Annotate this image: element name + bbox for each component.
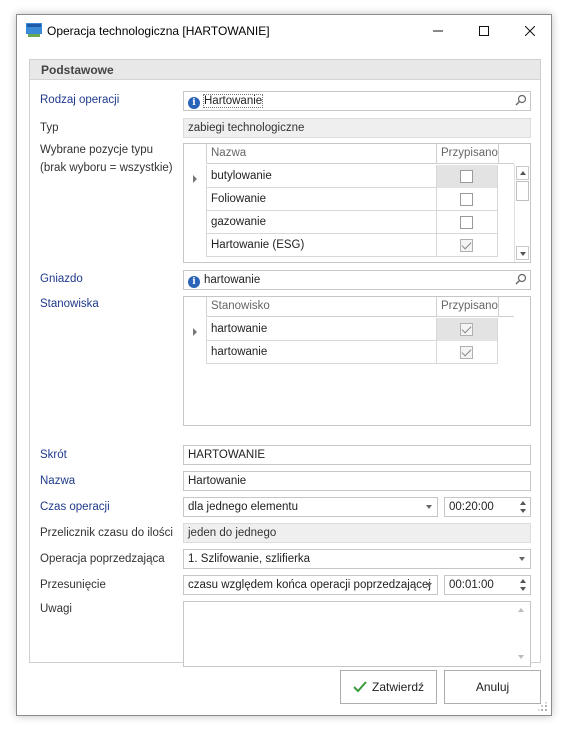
maximize-button[interactable]	[461, 15, 507, 47]
row-name: butylowanie	[206, 165, 436, 188]
przesuniecie-time[interactable]	[444, 575, 531, 595]
czas-operacji-mode: dla jednego elementu	[188, 501, 298, 513]
assigned-cell[interactable]	[436, 211, 498, 234]
rodzaj-operacji-value: Hartowanie	[204, 95, 263, 107]
uwagi-scrollbar[interactable]	[514, 602, 530, 666]
current-row-indicator	[193, 328, 197, 336]
scroll-up-button[interactable]	[515, 604, 528, 618]
row-name: Hartowanie (ESG)	[206, 234, 436, 257]
confirm-button[interactable]	[340, 670, 437, 704]
stations-grid-header	[206, 297, 514, 317]
przesuniecie-select[interactable]	[183, 575, 438, 595]
arrow-up-icon	[520, 171, 526, 175]
current-row-indicator	[193, 175, 197, 183]
app-window-icon	[26, 23, 42, 37]
chevron-down-icon	[426, 583, 432, 587]
section-header: Podstawowe	[30, 60, 540, 80]
chevron-down-icon	[426, 505, 432, 509]
table-row[interactable]	[206, 234, 498, 257]
assigned-checkbox[interactable]	[460, 239, 473, 252]
stations-grid[interactable]	[183, 296, 531, 426]
scroll-thumb[interactable]	[516, 181, 529, 201]
confirm-label: Zatwierdź	[371, 680, 424, 694]
assigned-checkbox[interactable]	[460, 216, 473, 229]
uwagi-textarea[interactable]	[183, 601, 531, 667]
label-wybrane-line2: (brak wyboru = wszystkie)	[40, 162, 173, 174]
basic-panel	[29, 59, 541, 663]
gniazdo-field[interactable]	[183, 270, 531, 290]
arrow-up-icon	[518, 608, 524, 612]
col-nazwa[interactable]: Nazwa	[206, 144, 436, 164]
label-wybrane-line1: Wybrane pozycje typu	[40, 144, 154, 156]
label-typ: Typ	[40, 122, 59, 134]
maximize-icon	[479, 26, 489, 36]
cancel-button[interactable]	[444, 670, 541, 704]
czas-operacji-time-value: 00:20:00	[449, 501, 494, 513]
scroll-down-button[interactable]	[515, 650, 528, 664]
assigned-checkbox[interactable]	[460, 323, 473, 336]
label-operacja-poprzedzajaca: Operacja poprzedzająca	[40, 553, 165, 565]
label-przesuniecie: Przesunięcie	[40, 579, 106, 591]
assigned-cell[interactable]	[436, 188, 498, 211]
chevron-down-icon	[519, 557, 525, 561]
title-bar	[17, 15, 551, 47]
czas-operacji-select[interactable]	[183, 497, 438, 517]
operacja-poprzedzajaca-select[interactable]	[183, 549, 531, 569]
row-name: hartowanie	[206, 341, 436, 364]
minimize-icon	[433, 26, 443, 36]
col-przypisano[interactable]: Przypisano	[436, 297, 498, 317]
positions-scrollbar[interactable]	[514, 164, 530, 262]
col-przypisano[interactable]: Przypisano	[436, 144, 498, 164]
search-icon[interactable]	[515, 273, 527, 285]
assigned-checkbox[interactable]	[460, 170, 473, 183]
label-uwagi: Uwagi	[40, 603, 72, 615]
resize-grip-icon[interactable]	[538, 702, 548, 712]
table-row[interactable]	[206, 318, 498, 341]
positions-grid[interactable]	[183, 143, 531, 263]
assigned-checkbox[interactable]	[460, 193, 473, 206]
dialog-window	[16, 14, 552, 716]
row-name: hartowanie	[206, 318, 436, 341]
label-rodzaj-operacji: Rodzaj operacji	[40, 94, 120, 106]
table-row[interactable]	[206, 188, 498, 211]
assigned-cell[interactable]	[436, 165, 498, 188]
scroll-down-button[interactable]	[516, 246, 529, 260]
arrow-down-icon	[520, 252, 526, 256]
window-title: Operacja technologiczna [HARTOWANIE]	[47, 24, 270, 38]
checkmark-icon	[353, 681, 367, 693]
assigned-cell[interactable]	[436, 234, 498, 257]
label-przelicznik: Przelicznik czasu do ilości	[40, 527, 173, 539]
przesuniecie-time-value: 00:01:00	[449, 579, 494, 591]
skrot-input[interactable]: HARTOWANIE	[183, 445, 531, 465]
gniazdo-value: hartowanie	[204, 274, 261, 286]
przelicznik-field: jeden do jednego	[183, 523, 531, 543]
search-icon[interactable]	[515, 94, 527, 106]
label-nazwa: Nazwa	[40, 475, 76, 487]
arrow-down-icon	[518, 655, 524, 659]
row-name: gazowanie	[206, 211, 436, 234]
close-icon	[525, 26, 535, 36]
scroll-up-button[interactable]	[516, 166, 529, 180]
minimize-button[interactable]	[415, 15, 461, 47]
cancel-label: Anuluj	[475, 680, 510, 694]
table-row[interactable]	[206, 341, 498, 364]
label-stanowiska: Stanowiska	[40, 298, 99, 310]
time-spinner[interactable]	[519, 577, 527, 593]
info-icon: i	[188, 276, 200, 288]
label-skrot: Skrót	[40, 449, 67, 461]
close-button[interactable]	[507, 15, 553, 47]
table-row[interactable]	[206, 165, 498, 188]
row-name: Foliowanie	[206, 188, 436, 211]
positions-grid-header	[206, 144, 514, 164]
assigned-cell[interactable]	[436, 341, 498, 364]
label-czas-operacji: Czas operacji	[40, 501, 110, 513]
info-icon: i	[188, 97, 200, 109]
assigned-cell[interactable]	[436, 318, 498, 341]
typ-field: zabiegi technologiczne	[183, 118, 531, 138]
label-gniazdo: Gniazdo	[40, 273, 83, 285]
czas-operacji-time[interactable]	[444, 497, 531, 517]
table-row[interactable]	[206, 211, 498, 234]
col-stanowisko[interactable]: Stanowisko	[206, 297, 436, 317]
operacja-poprzedzajaca-value: 1. Szlifowanie, szlifierka	[188, 553, 311, 565]
przesuniecie-mode: czasu względem końca operacji poprzedzającej	[188, 579, 431, 591]
time-spinner[interactable]	[519, 499, 527, 515]
nazwa-input[interactable]: Hartowanie	[183, 471, 531, 491]
assigned-checkbox[interactable]	[460, 346, 473, 359]
rodzaj-operacji-field[interactable]	[183, 91, 531, 111]
